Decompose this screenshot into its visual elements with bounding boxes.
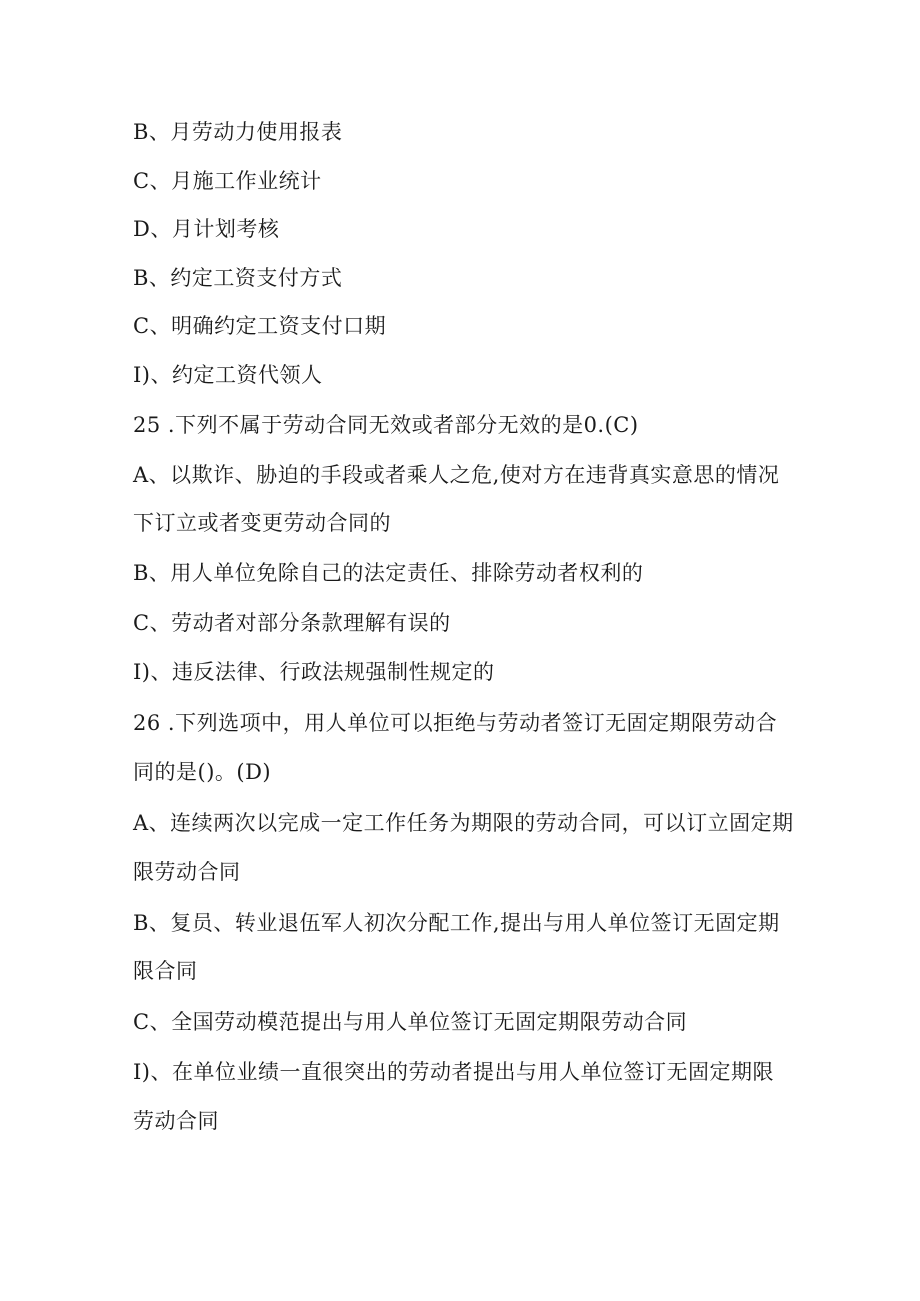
q26-option-a-line2: 限劳动合同 [133, 860, 241, 884]
q26-option-b-line1: B、复员、转业退伍军人初次分配工作,提出与用人单位签订无固定期 [133, 911, 780, 935]
option-d-monthly-plan-assessment: D、月计划考核 [133, 217, 280, 241]
q26-option-d-line2: 劳动合同 [133, 1109, 219, 1133]
q26-option-d-line1: I)、在单位业绩一直很突出的劳动者提出与用人单位签订无固定期限 [133, 1060, 774, 1084]
q26-option-b-line2: 限合同 [133, 959, 198, 983]
q25-option-c: C、劳动者对部分条款理解有误的 [133, 611, 451, 635]
question-26-line2: 同的是()。(D) [133, 760, 272, 784]
option-c-wage-payment-date: C、明确约定工资支付口期 [133, 314, 387, 338]
q25-option-d: I)、违反法律、行政法规强制性规定的 [133, 660, 495, 684]
option-b-monthly-labor-report: B、月劳动力使用报表 [133, 120, 343, 144]
question-26-line1: 26 .下列选项中，用人单位可以拒绝与劳动者签订无固定期限劳动合 [133, 711, 778, 735]
q26-option-c: C、全国劳动模范提出与用人单位签订无固定期限劳动合同 [133, 1010, 688, 1034]
q26-option-a-line1: A、连续两次以完成一定工作任务为期限的劳动合同，可以订立固定期 [133, 811, 794, 835]
option-b-wage-payment-method: B、约定工资支付方式 [133, 266, 343, 290]
q25-option-a-line1: A、以欺诈、胁迫的手段或者乘人之危,使对方在违背真实意思的情况 [133, 463, 780, 487]
q25-option-a-line2: 下订立或者变更劳动合同的 [133, 511, 391, 535]
option-d-wage-proxy: I)、约定工资代领人 [133, 363, 323, 387]
question-25: 25 .下列不属于劳动合同无效或者部分无效的是0.(C) [133, 413, 639, 437]
option-c-monthly-construction-stats: C、月施工作业统计 [133, 169, 322, 193]
q25-option-b: B、用人单位免除自己的法定责任、排除劳动者权利的 [133, 561, 644, 585]
